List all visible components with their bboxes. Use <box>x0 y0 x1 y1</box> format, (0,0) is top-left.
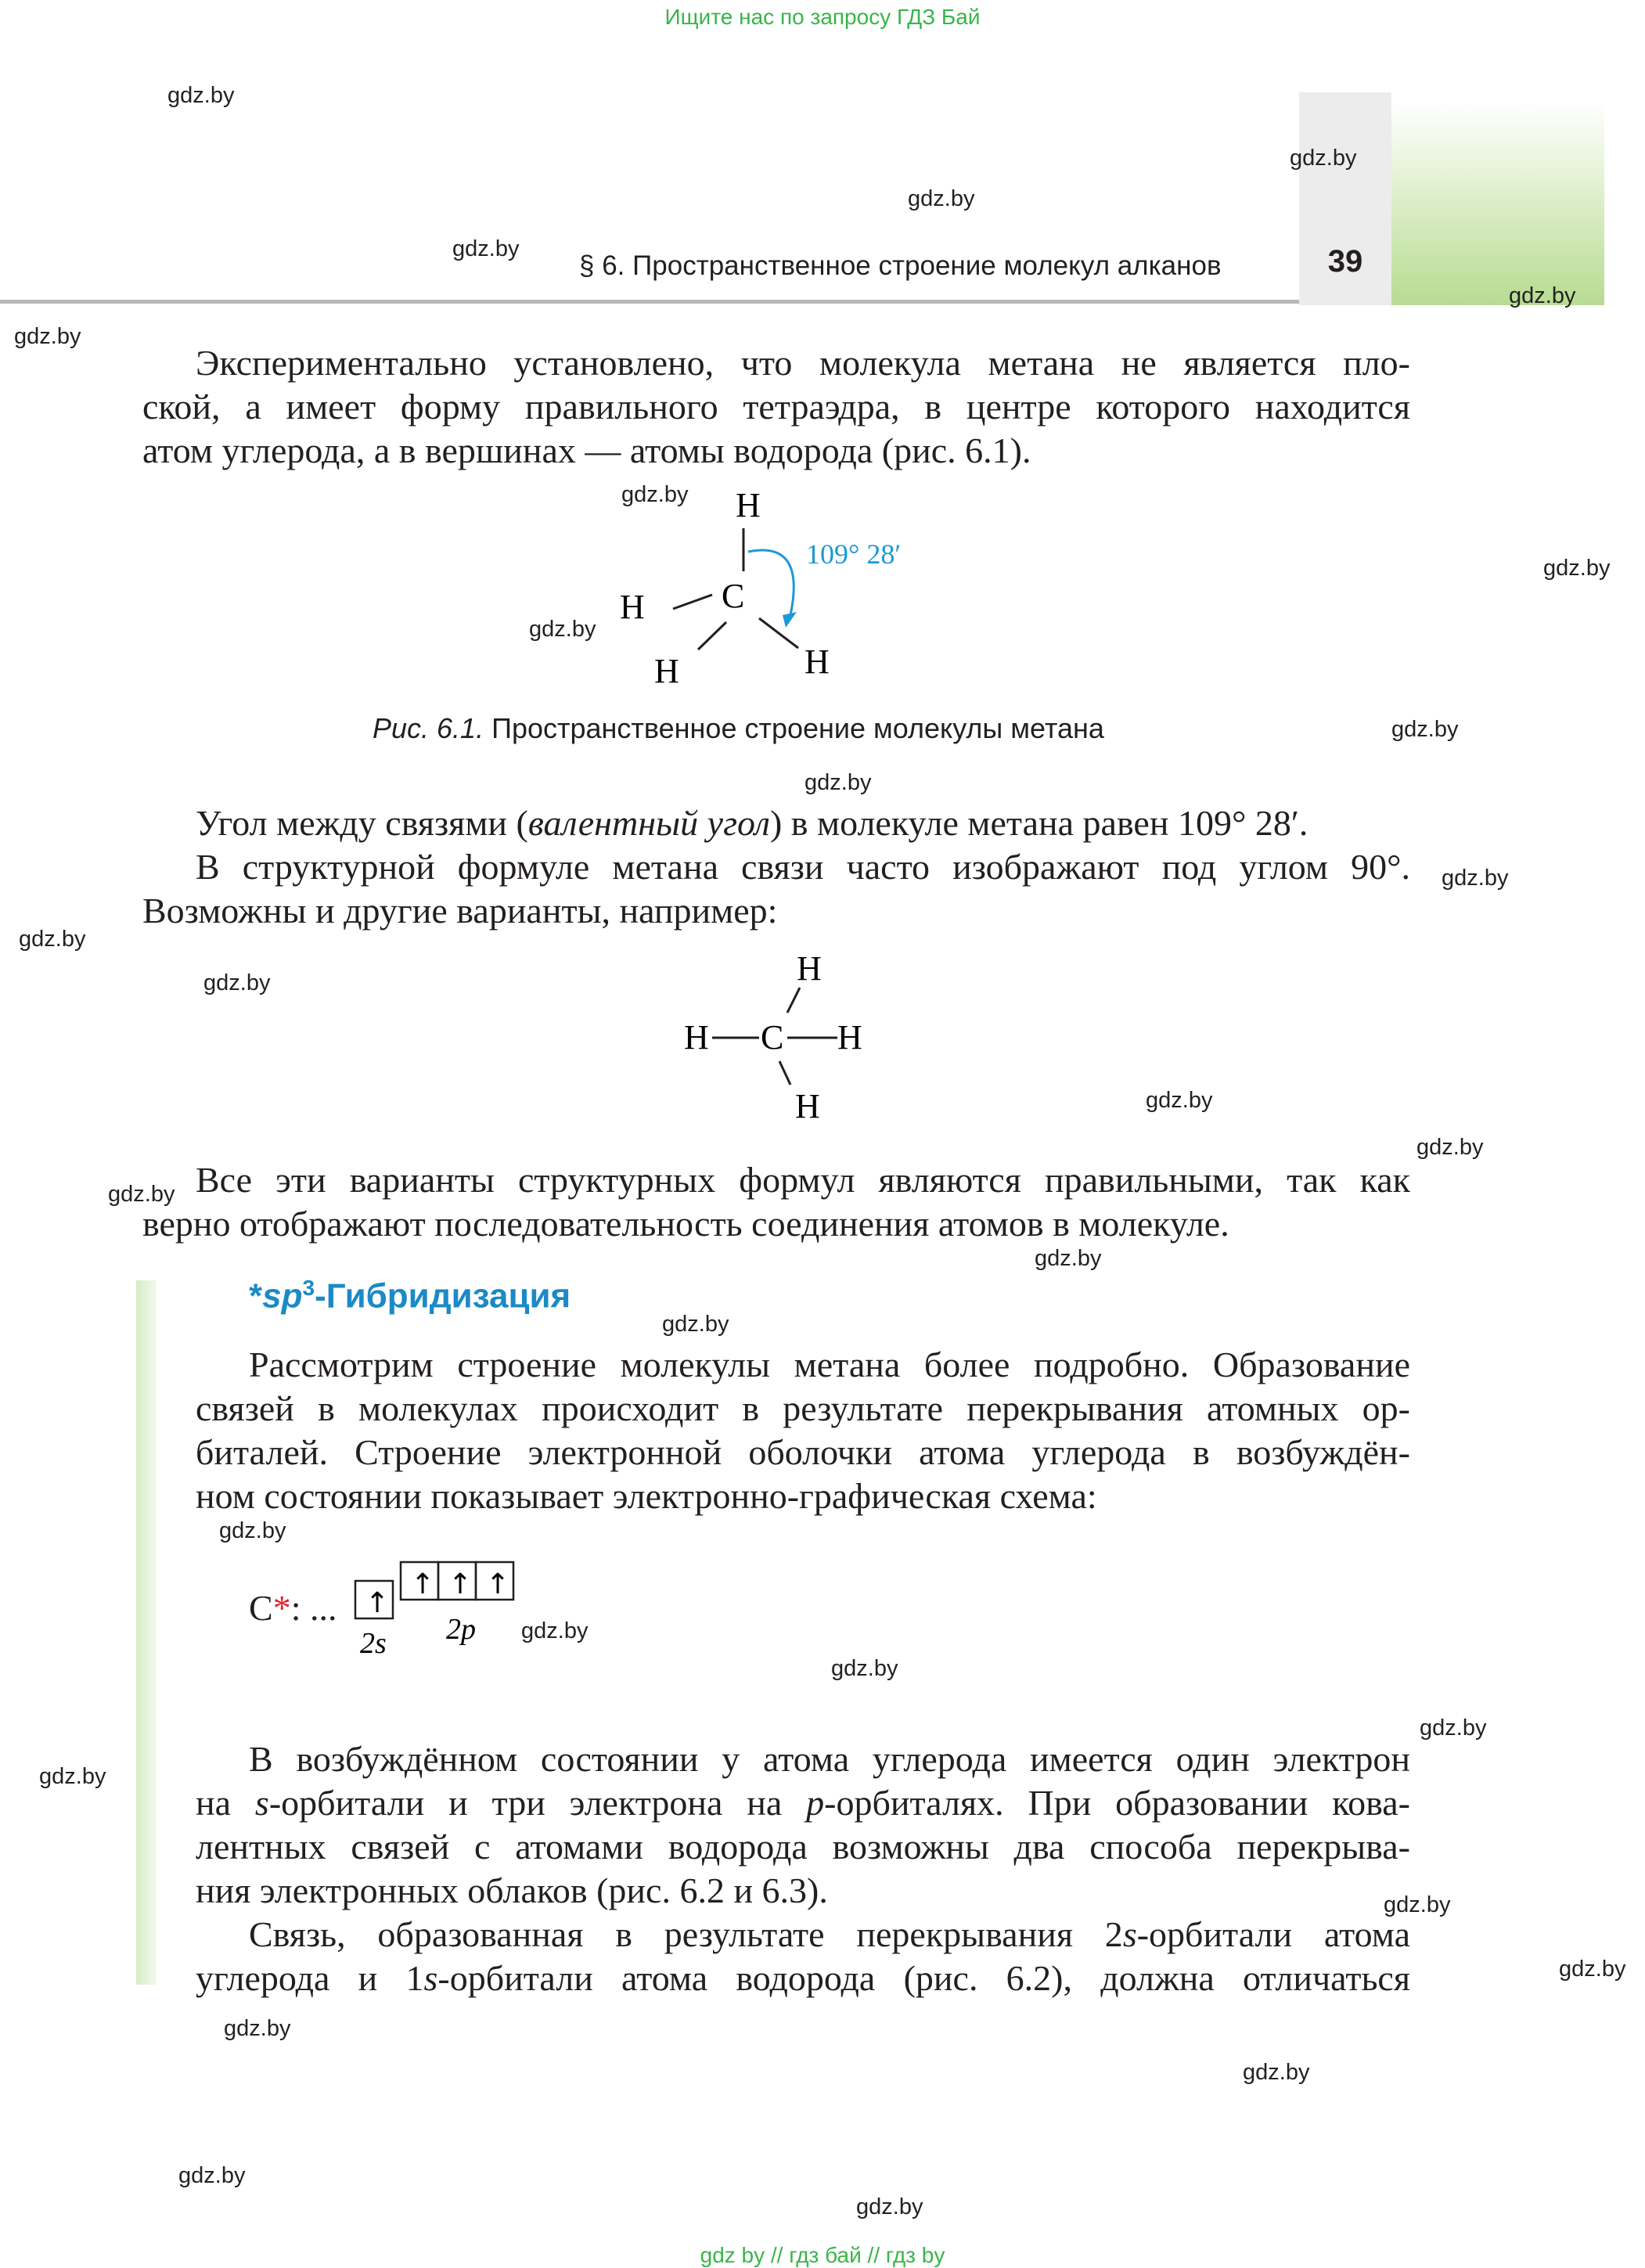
watermark: gdz.by <box>452 236 520 261</box>
watermark: gdz.by <box>1442 866 1509 891</box>
text-line: Возможны и другие варианты, например: <box>142 891 778 931</box>
bond-line <box>673 595 712 609</box>
watermark: gdz.by <box>521 1618 589 1643</box>
text-span: Угол между связями ( <box>196 803 528 843</box>
watermark: gdz.by <box>662 1312 729 1337</box>
text-span: на <box>196 1783 255 1823</box>
electron-arrow-icon: ↑ <box>448 1568 473 1600</box>
text-line: ном состоянии показывает электронно-графическая схема: <box>196 1476 1097 1516</box>
watermark: gdz.by <box>1543 556 1611 581</box>
watermark: gdz.by <box>224 2016 291 2041</box>
text-span: -орбитали атома <box>1136 1914 1410 1954</box>
watermark: gdz.by <box>1416 1135 1484 1160</box>
arrow-head-icon <box>783 612 797 628</box>
figure-caption-label: Рис. 6.1. <box>373 712 484 744</box>
atom-h-top: H <box>797 949 822 988</box>
text-line: ской, а имеет форму правильного тетраэдра, в центре которого находится <box>142 387 1410 427</box>
atom-c-center: C <box>722 577 745 615</box>
watermark: gdz.by <box>39 1764 106 1789</box>
watermark: gdz.by <box>621 482 689 507</box>
text-line: Все эти варианты структурных формул являются правильными, так как <box>196 1160 1410 1200</box>
watermark: gdz.by <box>167 83 235 108</box>
text-span: -орбитали атома водорода (рис. 6.2), должна отличаться <box>437 1958 1410 1998</box>
figure-caption <box>373 712 1104 745</box>
section-sp: sp <box>262 1276 303 1316</box>
bond-line <box>698 622 726 650</box>
watermark: gdz.by <box>1420 1715 1487 1741</box>
figure-caption-text: Пространственное строение молекулы метана <box>484 712 1104 744</box>
bottom-banner[interactable]: gdz by // гдз бай // гдз by <box>700 2243 945 2267</box>
paragraph-2 <box>142 801 1410 933</box>
atom-h-bottom-left: H <box>654 652 679 690</box>
bond-line <box>787 988 800 1013</box>
watermark: gdz.by <box>1290 146 1357 171</box>
watermark: gdz.by <box>1243 2060 1310 2085</box>
watermark: gdz.by <box>178 2163 246 2188</box>
methane-structural-formula <box>673 939 908 1135</box>
watermark: gdz.by <box>14 324 81 349</box>
watermark: gdz.by <box>1559 1957 1626 1982</box>
header-green-decoration <box>1391 102 1604 305</box>
watermark: gdz.by <box>856 2194 923 2219</box>
watermark: gdz.by <box>908 186 975 211</box>
paragraph-4 <box>196 1343 1410 1518</box>
text-span: -орбитали и три электрона на <box>268 1783 807 1823</box>
watermark: gdz.by <box>1384 1892 1451 1917</box>
scheme-suffix: : ... <box>290 1588 337 1628</box>
atom-h-top: H <box>736 486 761 524</box>
text-line: Экспериментально установлено, что молекула метана не является пло- <box>196 343 1410 383</box>
watermark: gdz.by <box>19 927 86 952</box>
text-span: углерода и 1 <box>196 1958 424 1998</box>
section-side-bar <box>136 1280 157 1985</box>
methane-tetrahedral-figure <box>610 477 939 704</box>
text-span: s <box>1122 1914 1137 1954</box>
text-line <box>196 1781 1410 1825</box>
section-rest: -Гибридизация <box>315 1276 571 1316</box>
text-span: s <box>254 1783 269 1823</box>
label-2s: 2s <box>360 1627 387 1660</box>
scheme-star: * <box>272 1588 291 1628</box>
paragraph-3 <box>142 1158 1410 1246</box>
text-line: связей в молекулах происходит в результате перекрывания атомных ор- <box>196 1388 1410 1428</box>
text-line <box>196 1957 1410 2000</box>
paragraph-6 <box>196 1913 1410 2000</box>
text-span: Связь, образованная в результате перекрывания 2 <box>249 1914 1123 1954</box>
watermark: gdz.by <box>203 970 271 995</box>
text-line: Рассмотрим строение молекулы метана более подробно. Образование <box>249 1345 1410 1384</box>
atom-h-left: H <box>620 588 645 626</box>
watermark: gdz.by <box>219 1518 286 1543</box>
page-number: 39 <box>1327 244 1363 279</box>
angle-arc <box>748 550 794 615</box>
electron-arrow-icon: ↑ <box>365 1587 390 1619</box>
label-2p: 2p <box>446 1613 476 1646</box>
text-line: биталей. Строение электронной оболочки атома углерода в возбуждён- <box>196 1432 1410 1472</box>
paragraph-5 <box>196 1737 1410 1913</box>
watermark: gdz.by <box>1391 717 1459 742</box>
term-valence-angle: валентный угол <box>527 803 770 843</box>
text-line: лентных связей с атомами водорода возможны два способа перекрыва- <box>196 1827 1410 1867</box>
text-span: p <box>806 1783 825 1823</box>
text-line: верно отображают последовательность соединения атомов в молекуле. <box>142 1204 1229 1244</box>
paragraph-1 <box>142 341 1410 473</box>
text-line: В структурной формуле метана связи часто изображают под углом 90°. <box>196 847 1410 887</box>
atom-h-bottom: H <box>795 1087 820 1125</box>
atom-h-right: H <box>805 643 830 681</box>
bond-line <box>779 1061 790 1085</box>
atom-c-center: C <box>761 1018 784 1057</box>
electron-arrow-icon: ↑ <box>411 1568 435 1600</box>
running-header-title: § 6. Пространственное строение молекул алканов <box>579 250 1222 281</box>
text-span: -орбиталях. При образовании кова- <box>824 1783 1410 1823</box>
section-sup: 3 <box>302 1276 315 1300</box>
atom-h-right: H <box>837 1018 862 1057</box>
electron-arrow-icon: ↑ <box>486 1568 510 1600</box>
atom-h-left: H <box>684 1018 709 1057</box>
watermark: gdz.by <box>1146 1088 1213 1113</box>
text-span: s <box>423 1958 438 1998</box>
bond-angle-label: 109° 28′ <box>806 538 902 570</box>
orbital-diagram <box>354 1561 542 1670</box>
text-line <box>196 1913 1410 1957</box>
text-line: атом углерода, а в вершинах — атомы водорода (рис. 6.1). <box>142 430 1031 470</box>
electron-scheme-label <box>249 1587 337 1629</box>
header-rule <box>0 300 1299 304</box>
text-line <box>142 801 1410 845</box>
text-line: В возбуждённом состоянии у атома углерода имеется один электрон <box>249 1739 1410 1779</box>
top-banner[interactable]: Ищите нас по запросу ГДЗ Бай <box>664 5 981 29</box>
text-span: ) в молекуле метана равен 109° 28′. <box>769 803 1308 843</box>
watermark: gdz.by <box>831 1656 898 1681</box>
watermark: gdz.by <box>805 770 872 795</box>
section-heading <box>249 1276 571 1316</box>
text-line: ния электронных облаков (рис. 6.2 и 6.3). <box>196 1870 828 1910</box>
section-star: * <box>249 1276 263 1316</box>
bond-line <box>759 618 798 648</box>
scheme-atom: C <box>249 1588 273 1628</box>
watermark: gdz.by <box>1509 283 1576 308</box>
watermark: gdz.by <box>108 1182 175 1207</box>
watermark: gdz.by <box>1035 1246 1102 1271</box>
watermark: gdz.by <box>529 617 596 642</box>
